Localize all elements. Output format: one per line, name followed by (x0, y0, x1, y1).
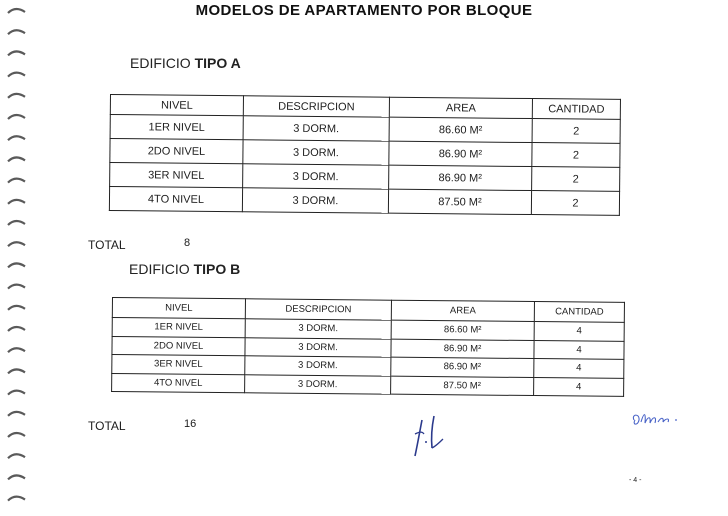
handwritten-signature (630, 408, 686, 430)
binding-ring-mark (8, 242, 25, 246)
spiral-binding (4, 0, 30, 516)
cell-nivel: 3ER NIVEL (112, 355, 245, 375)
cell-descripcion: 3 DORM. (245, 337, 391, 357)
binding-ring-mark (8, 454, 25, 458)
cell-area: 87.50 M² (391, 376, 534, 396)
binding-ring-mark (8, 264, 25, 268)
cell-area: 86.90 M² (389, 165, 532, 190)
building-b-total-label: TOTAL (88, 419, 126, 433)
cell-nivel: 1ER NIVEL (112, 318, 245, 338)
binding-ring-mark (8, 200, 25, 204)
cell-cantidad: 4 (534, 340, 624, 359)
binding-ring-mark (8, 30, 25, 34)
cell-descripcion: 3 DORM. (245, 356, 391, 376)
cell-area: 87.50 M² (388, 189, 531, 214)
binding-ring-mark (8, 179, 25, 183)
column-header-descripcion: DESCRIPCION (243, 96, 389, 117)
column-header-cantidad: CANTIDAD (532, 99, 620, 120)
binding-ring-mark (8, 94, 25, 98)
building-a-total-label: TOTAL (88, 238, 126, 252)
column-header-cantidad: CANTIDAD (534, 302, 624, 323)
cell-area: 86.60 M² (391, 320, 534, 340)
cell-cantidad: 4 (534, 359, 624, 378)
building-b-prefix: EDIFICIO (129, 261, 190, 277)
binding-ring-mark (8, 136, 25, 140)
building-a-heading (130, 55, 241, 71)
cell-nivel: 4TO NIVEL (112, 373, 245, 393)
cell-cantidad: 2 (531, 191, 619, 216)
cell-descripcion: 3 DORM. (242, 188, 388, 213)
cell-cantidad: 4 (534, 322, 624, 341)
building-b-name: TIPO B (193, 261, 241, 277)
cell-nivel: 1ER NIVEL (110, 115, 243, 140)
page-title: MODELOS DE APARTAMENTO POR BLOQUE (195, 2, 533, 19)
binding-ring-mark (8, 370, 25, 374)
cell-nivel: 4TO NIVEL (109, 187, 242, 212)
handwritten-initials-signature (410, 412, 450, 460)
cell-cantidad: 2 (532, 143, 620, 168)
binding-ring-mark (8, 476, 25, 480)
building-b-table (111, 297, 625, 397)
binding-ring-mark (8, 52, 25, 56)
binding-ring-mark (8, 348, 25, 352)
cell-cantidad: 4 (534, 377, 624, 396)
binding-ring-mark (8, 433, 25, 437)
binding-ring-mark (8, 412, 25, 416)
cell-area: 86.60 M² (389, 117, 532, 142)
binding-ring-mark (8, 73, 25, 77)
building-a-table (109, 94, 621, 216)
building-a-total-value: 8 (184, 237, 191, 249)
cell-area: 86.90 M² (389, 141, 532, 166)
table-row (109, 187, 619, 216)
cell-cantidad: 2 (532, 167, 620, 192)
binding-ring-mark (8, 391, 25, 395)
cell-nivel: 2DO NIVEL (110, 139, 243, 164)
page-number: - 4 - (629, 477, 642, 484)
cell-cantidad: 2 (532, 119, 620, 144)
column-header-nivel: NIVEL (112, 298, 245, 319)
building-a-prefix: EDIFICIO (130, 55, 191, 71)
cell-nivel: 3ER NIVEL (110, 163, 243, 188)
cell-area: 86.90 M² (391, 339, 534, 359)
cell-descripcion: 3 DORM. (243, 116, 389, 141)
building-a-name: TIPO A (194, 55, 241, 71)
binding-ring-mark (8, 285, 25, 289)
column-header-area: AREA (391, 300, 534, 321)
binding-ring-mark (8, 327, 25, 331)
binding-ring-mark (8, 115, 25, 119)
binding-ring-mark (8, 158, 25, 162)
cell-descripcion: 3 DORM. (245, 319, 391, 339)
column-header-nivel: NIVEL (110, 95, 243, 116)
building-b-total-value: 16 (184, 418, 197, 430)
cell-descripcion: 3 DORM. (243, 140, 389, 165)
building-b-heading (129, 261, 240, 277)
binding-ring-mark (8, 306, 25, 310)
cell-area: 86.90 M² (391, 357, 534, 377)
binding-ring-mark (8, 221, 25, 225)
cell-descripcion: 3 DORM. (245, 374, 391, 394)
binding-ring-mark (8, 497, 25, 501)
table-row (112, 373, 624, 396)
cell-nivel: 2DO NIVEL (112, 336, 245, 356)
cell-descripcion: 3 DORM. (243, 164, 389, 189)
column-header-descripcion: DESCRIPCION (245, 299, 391, 320)
column-header-area: AREA (389, 97, 532, 118)
